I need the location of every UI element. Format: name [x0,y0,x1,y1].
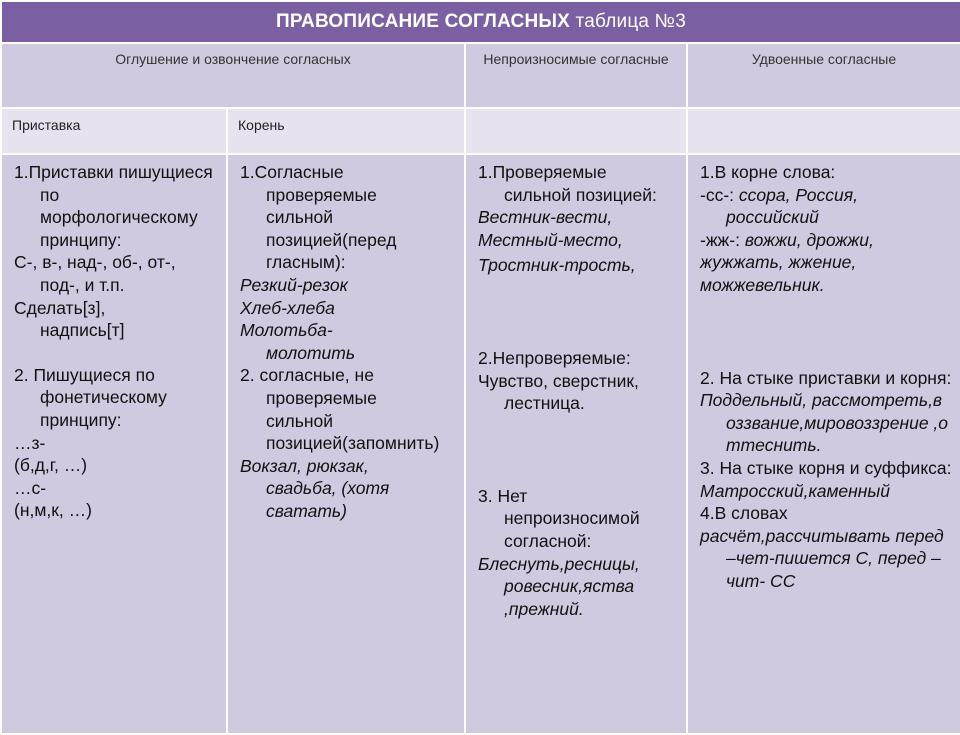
unpron-rule-2: 2.Непроверяемые: [478,347,631,368]
table-title-suffix: таблица №3 [575,11,686,32]
root-rule-2-examples: Вокзал, рюкзак, свадьба, (хотя сватать) [240,455,390,521]
unpron-example-1: Вестник-вести, [478,207,613,228]
cell-prefix [1,154,227,734]
subheader-prefix: Приставка [1,108,227,154]
root-example-1: Резкий-резок [240,274,348,295]
unpron-rule-2-examples: Чувство, сверстник, лестница. [478,370,639,414]
double-ss-label: -сс-: [700,184,735,205]
double-zhzh-line [700,229,952,297]
double-rule-2: 2. На стыке приставки и корня: [700,367,952,388]
header-devoicing: Оглушение и озвончение согласных [1,43,465,108]
subheader-root: Корень [227,108,465,154]
double-zhzh-label: -жж-: [700,229,740,250]
double-rule-4-examples: расчёт,рассчитывать перед –чет-пишется С, перед –чит- СС [700,525,944,591]
prefix-z-letters: (б,д,г, …) [14,455,88,476]
table-title-main: ПРАВОПИСАНИЕ СОГЛАСНЫХ [276,11,571,32]
table-title [1,1,960,43]
double-ss-line [700,184,952,229]
unpron-example-2: Местный-место, [478,229,623,250]
double-ss-examples: ссора, Россия, российский [726,184,858,228]
prefix-s: …с- [14,477,47,498]
double-rule-3-examples: Матросский,каменный [700,480,891,501]
prefix-rule-1: 1.Приставки пишущиеся по морфологическому принципу: [14,162,213,250]
header-unpronounceable: Непроизносимые согласные [465,43,687,108]
root-example-3: Молотьба-молотить [240,320,356,363]
double-rule-1: 1.В корне слова: [700,162,836,182]
prefix-z: …з- [14,432,46,453]
prefix-rule-2: 2. Пишущиеся по фонетическому принципу: [14,364,167,430]
unpron-rule-3: 3. Нет непроизносимой согласной: [478,485,640,551]
double-zhzh-examples: вожжи, дрожжи, жужжать, жжение, можжевельник. [700,229,874,295]
double-rule-2-examples: Поддельный, рассмотреть,воззвание,мировоззрение ,оттеснить. [700,390,949,456]
root-example-2: Хлеб-хлеба [240,297,335,318]
double-rule-4: 4.В словах [700,503,788,524]
double-rule-3: 3. На стыке корня и суффикса: [700,457,952,478]
header-double: Удвоенные согласные [687,43,960,108]
prefix-s-letters: (н,м,к, …) [14,500,92,521]
root-rule-1: 1.Согласные проверяемые сильной позицией(перед гласным): [240,162,397,273]
cell-root [227,154,465,734]
cell-double [687,154,960,734]
unpron-example-3: Тростник-трость, [478,255,636,276]
subheader-empty-1 [465,108,687,154]
prefix-rule-1-examples: С-, в-, над-, об-, от-, под-, и т.п. [14,252,176,295]
root-rule-2: 2. согласные, не проверяемые сильной позицией(запомнить) [240,365,440,454]
prefix-rule-1-word: Сделать[з], надпись[т] [14,297,125,341]
unpron-rule-3-examples: Блеснуть,ресницы, ровесник,яства ,прежний. [478,553,640,619]
subheader-empty-2 [687,108,960,154]
cell-unpronounceable [465,154,687,734]
unpron-rule-1: 1.Проверяемые сильной позицией: [478,162,657,205]
